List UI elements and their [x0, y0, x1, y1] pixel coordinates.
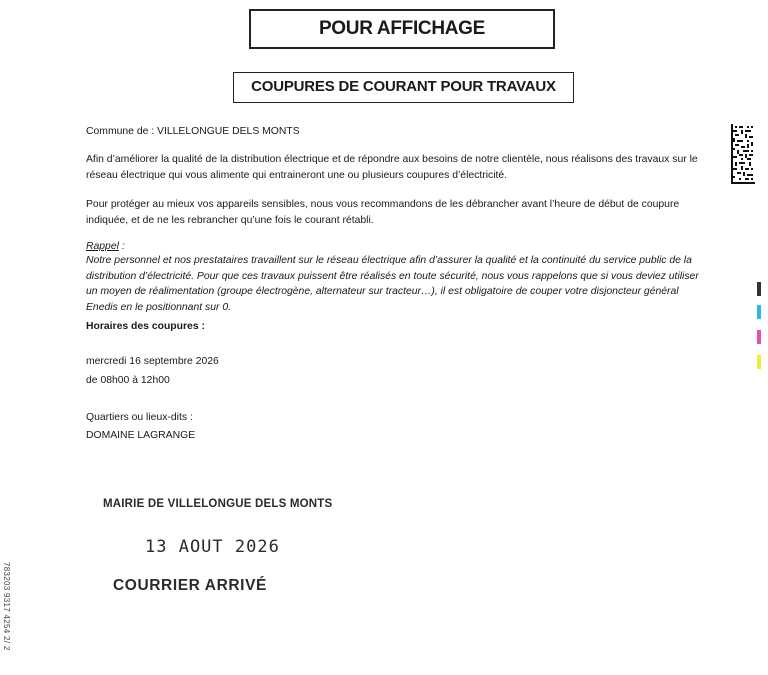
- page-subtitle: COUPURES DE COURANT POUR TRAVAUX: [251, 78, 556, 95]
- rappel-heading: [86, 239, 125, 254]
- horaires-label: Horaires des coupures :: [86, 321, 205, 332]
- print-mark-yellow: [757, 355, 761, 369]
- datamatrix-code: [731, 124, 755, 184]
- print-mark-cyan: [757, 305, 761, 319]
- title-box: [249, 9, 555, 49]
- subtitle-box: [233, 72, 574, 103]
- quartiers-label: Quartiers ou lieux-dits :: [86, 412, 193, 423]
- stamp-date: 13 AOUT 2026: [145, 537, 280, 557]
- outage-time: de 08h00 à 12h00: [86, 375, 170, 386]
- rappel-paragraph: Notre personnel et nos prestataires travaillent sur le réseau électrique afin d’assurer la qualité et la continuité du service public de la distribution d’électricité. Pour que ces travaux puissent être réalisés en toute sécurité, nous vous rappelons que si vous deviez utiliser un moyen de réalimentation (groupe électrogène, alternateur sur tracteur…), il est obligatoire de couper votre disjoncteur général Enedis en le positionnant sur 0.: [86, 255, 699, 313]
- commune-line: Commune de : VILLELONGUE DELS MONTS: [86, 126, 300, 137]
- stamp-mairie: MAIRIE DE VILLELONGUE DELS MONTS: [103, 498, 333, 510]
- side-reference: 783203 9317 4254 2/ 2: [2, 562, 11, 651]
- outage-date: mercredi 16 septembre 2026: [86, 356, 219, 367]
- print-mark-magenta: [757, 330, 761, 344]
- rappel-colon: :: [118, 241, 125, 252]
- advice-paragraph: Pour protéger au mieux vos appareils sensibles, nous vous recommandons de les débrancher avant l’heure de début de coupure indiquée, et de ne les rebrancher qu’une fois le courant rétabli.: [86, 199, 680, 226]
- page-title: POUR AFFICHAGE: [318, 18, 486, 39]
- stamp-courrier: COURRIER ARRIVÉ: [113, 577, 267, 594]
- quartier-name: DOMAINE LAGRANGE: [86, 430, 196, 441]
- intro-paragraph: Afin d’améliorer la qualité de la distribution électrique et de répondre aux besoins de notre clientèle, nous réalisons des travaux sur le réseau électrique qui vous alimente qui entraineront une ou plusieurs coupures d’électricité.: [86, 154, 698, 181]
- rappel-title: Rappel: [86, 241, 119, 252]
- print-mark-black: [757, 282, 761, 296]
